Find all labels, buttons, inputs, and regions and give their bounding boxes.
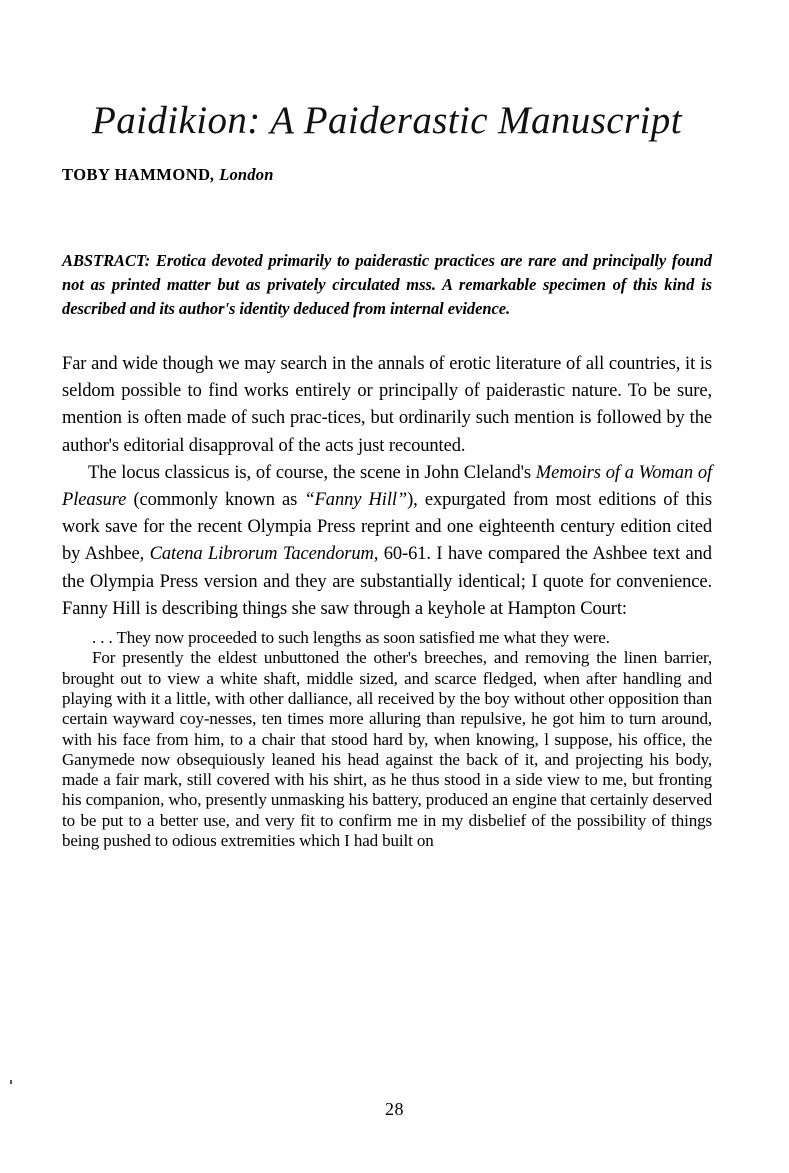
page-content-column	[62, 0, 712, 851]
paragraph-2-segment-c: ), expurgated from most editions of this work save for the recent Olympia Press reprint and one eighteenth century edition cited by Ashbee,	[62, 490, 713, 565]
title-fanny-hill: “Fanny Hill”	[304, 490, 408, 511]
paragraph-2-segment-b: (commonly known as	[126, 490, 305, 511]
quoted-extract	[62, 623, 712, 851]
quote-paragraph-1: . . . They now proceeded to such lengths as soon satisfied me what they were.	[92, 628, 610, 648]
byline-place: , London	[210, 165, 274, 184]
byline-author: TOBY HAMMOND	[62, 165, 211, 184]
title-catena-librorum-tacendorum: Catena Librorum Tacendorum,	[149, 544, 379, 565]
scan-artifact-speck	[10, 1080, 12, 1084]
body-paragraph-1: Far and wide though we may search in the annals of erotic literature of all countries, it is seldom possible to find works entirely or principally of paiderastic nature. To be sure, mention is often made of such prac-tices, but ordinarily such mention is followed by the author's editorial disapproval of the acts just recounted.	[62, 354, 712, 456]
paragraph-2-segment-a: The locus classicus is, of course, the scene in John Cleland's	[88, 462, 536, 483]
page-number: 28	[385, 1099, 404, 1119]
abstract-text: Erotica devoted primarily to paiderastic practices are rare and principally found not as printed matter but as privately circulated mss. A remarkable specimen of this kind is described and its author's identity deduced from internal evidence.	[62, 251, 712, 318]
page-title: Paidikion: A Paiderastic Manuscript	[92, 99, 682, 142]
abstract-label: ABSTRACT:	[62, 251, 151, 270]
title-memoirs-of-a-woman-of-pleasure: Memoirs of a Woman of Pleasure	[62, 462, 713, 511]
byline	[62, 146, 712, 185]
body-paragraph-2	[62, 460, 712, 623]
abstract-block	[62, 185, 712, 321]
quote-paragraph-2: For presently the eldest unbuttoned the other's breeches, and removing the linen barrier, brought out to view a white shaft, middle sized, and scarce fledged, when after handling and playing with it a little, with other dalliance, all received by the boy without other opposition than certain wayward coy-nesses, ten times more alluring than repulsive, he got him to turn around, with his face from him, to a chair that stood hard by, when knowing, l suppose, his office, the Ganymede now obsequiously leaned his head against the back of it, and projecting his body, made a fair mark, still covered with his shirt, as he thus stood in a side view to me, but fronting his companion, who, presently unmasking his battery, produced an engine that certainly deserved to be put to a better use, and very fit to confirm me in my disbelief of the possibility of things being pushed to odious extremities which I had built on	[62, 648, 712, 850]
paragraph-2-segment-d: 60-61. I have compared the Ashbee text and the Olympia Press version and they are substantially identical; I quote for convenience. Fanny Hill is describing things she saw through a keyhole at Hampton Court:	[62, 544, 712, 619]
